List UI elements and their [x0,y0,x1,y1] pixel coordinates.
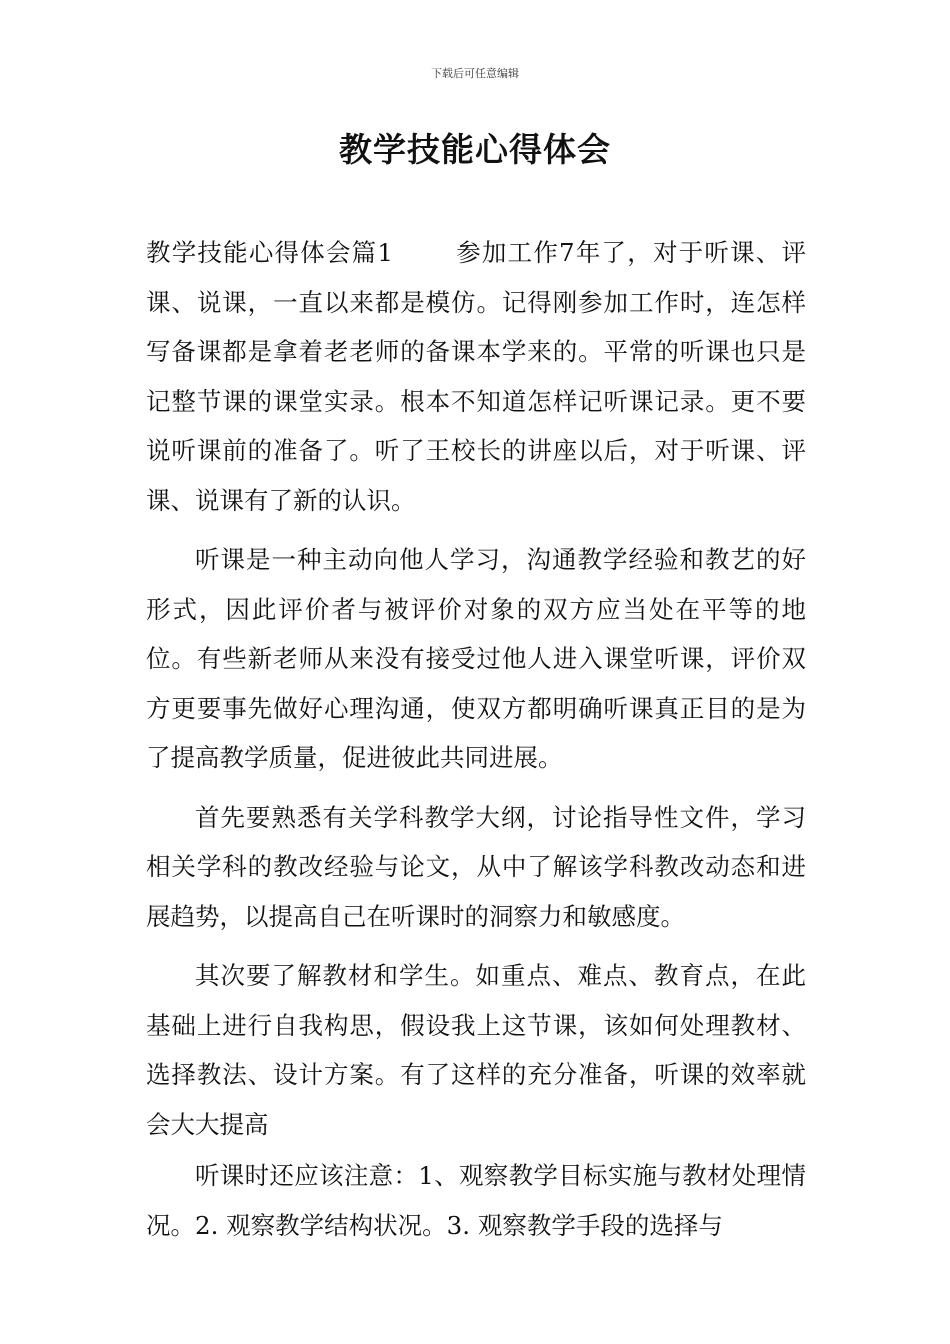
page-title: 教学技能心得体会 [339,130,611,169]
paragraph-3: 首先要熟悉有关学科教学大纲，讨论指导性文件，学习相关学科的教改经验与论文，从中了解该学科教改动态和进展趋势，以提高自己在听课时的洞察力和敏感度。 [146,802,806,931]
paragraph-2: 听课是一种主动向他人学习，沟通教学经验和教艺的好形式，因此评价者与被评价对象的双方应当处在平等的地位。有些新老师从来没有接受过他人进入课堂听课，评价双方更要事先做好心理沟通，使双方都明确听课真正目的是为了提高教学质量，促进彼此共同进展。 [146,545,806,772]
paragraph-1 [146,228,806,525]
document-body [146,228,806,1260]
paragraph-1-lead: 教学技能心得体会篇1 [146,238,393,267]
paragraph-4: 其次要了解教材和学生。如重点、难点、教育点，在此基础上进行自我构思，假设我上这节课，该如何处理教材、选择教法、设计方案。有了这样的充分准备，听课的效率就会大大提高 [146,961,806,1139]
paragraph-1-text: 参加工作7年了，对于听课、评课、说课，一直以来都是模仿。记得刚参加工作时，连怎样写备课都是拿着老老师的备课本学来的。平常的听课也只是记整节课的课堂实录。根本不知道怎样记听课记录。更不要说听课前的准备了。听了王校长的讲座以后，对于听课、评课、说课有了新的认识。 [146,238,807,515]
paragraph-5: 听课时还应该注意：1、观察教学目标实施与教材处理情况。2. 观察教学结构状况。3. 观察教学手段的选择与 [146,1161,806,1240]
header-note: 下载后可任意编辑 [431,67,519,80]
